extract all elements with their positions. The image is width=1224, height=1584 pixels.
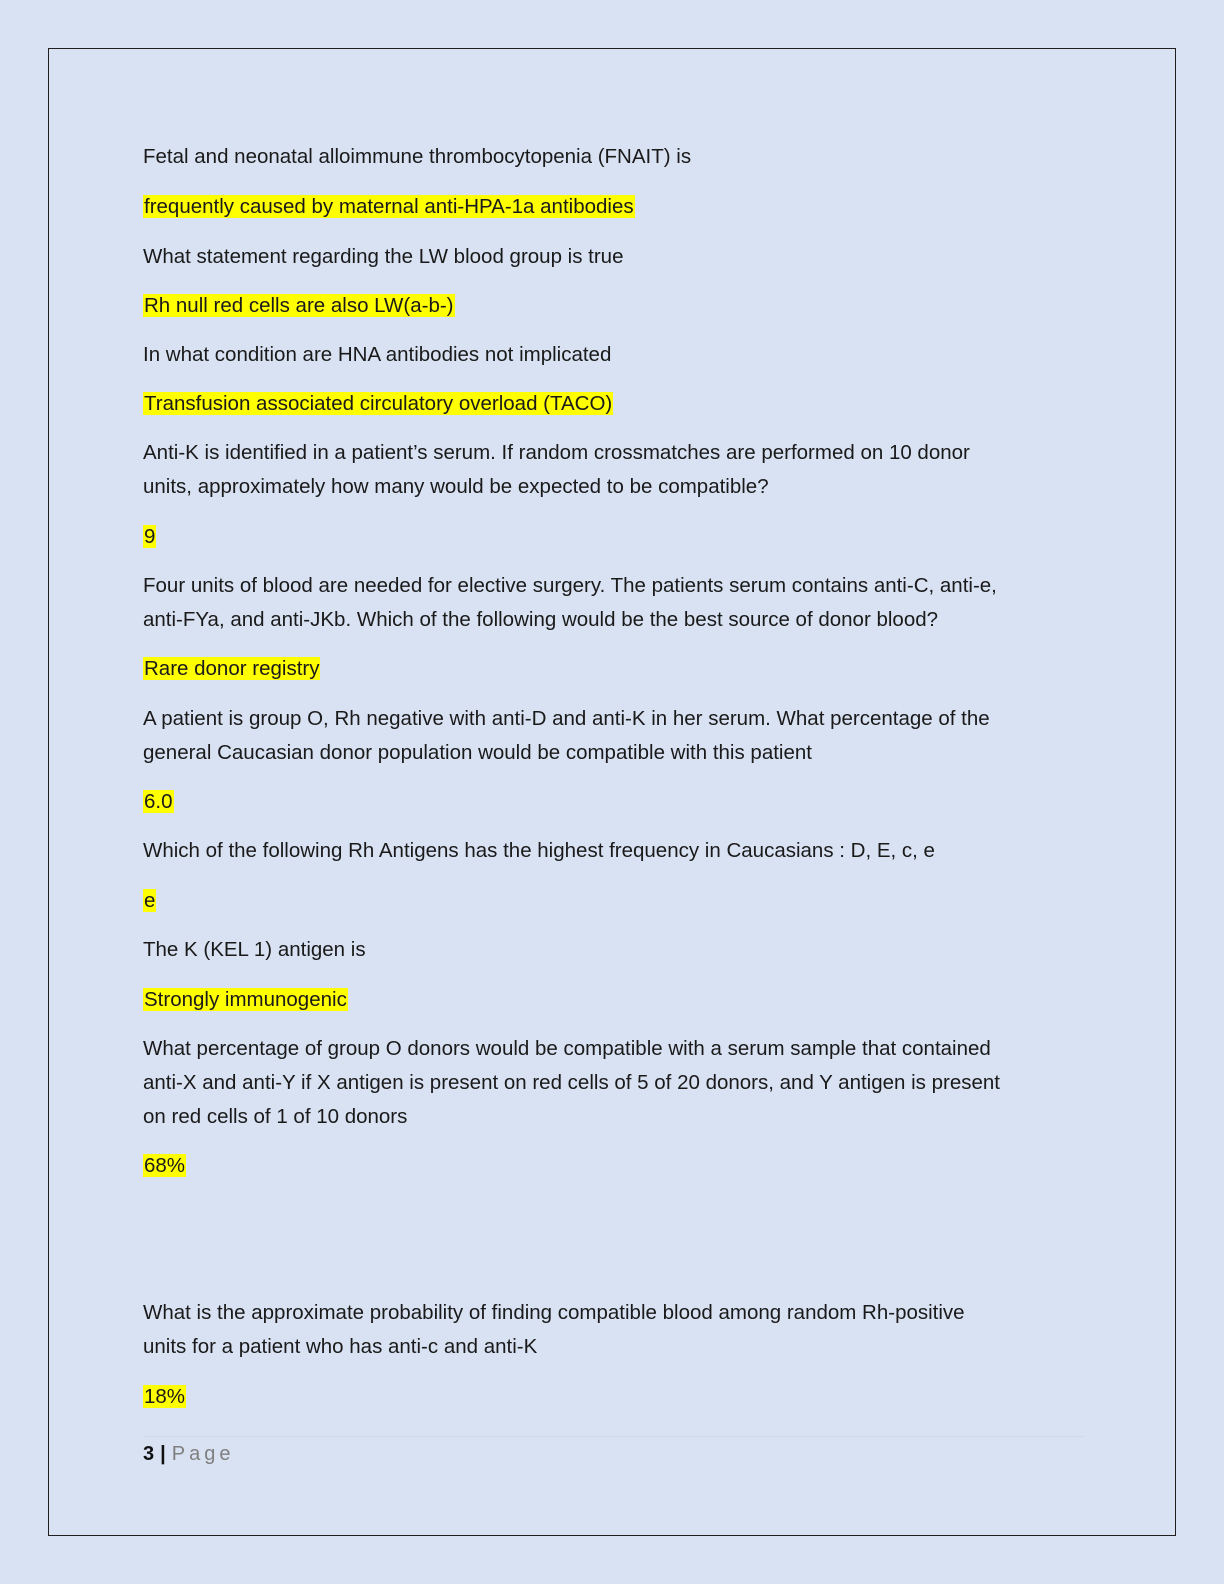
question-line: What percentage of group O donors would be compatible with a serum sample that contained: [143, 1037, 991, 1060]
answer-line: [143, 190, 635, 224]
question-line: The K (KEL 1) antigen is: [143, 938, 366, 961]
question-line: anti-FYa, and anti-JKb. Which of the following would be the best source of donor blood?: [143, 608, 939, 631]
answer-highlight: frequently caused by maternal anti-HPA-1a antibodies: [144, 195, 634, 218]
question-line: Which of the following Rh Antigens has the highest frequency in Caucasians : D, E, c, e: [143, 839, 935, 862]
answer-line: [143, 289, 455, 323]
answer-highlight: Transfusion associated circulatory overload (TACO): [144, 392, 613, 415]
answer-highlight: e: [144, 889, 156, 912]
question-line: A patient is group O, Rh negative with anti-D and anti-K in her serum. What percentage of the: [143, 707, 990, 730]
page-footer: [143, 1440, 234, 1468]
question-line: Fetal and neonatal alloimmune thrombocytopenia (FNAIT) is: [143, 145, 692, 168]
question-line: on red cells of 1 of 10 donors: [143, 1105, 408, 1128]
answer-highlight: 18%: [144, 1385, 186, 1408]
question-line: Four units of blood are needed for elective surgery. The patients serum contains anti-C, anti-e,: [143, 574, 997, 597]
question-line: In what condition are HNA antibodies not implicated: [143, 343, 612, 366]
question-line: What statement regarding the LW blood group is true: [143, 245, 624, 268]
answer-highlight: Strongly immunogenic: [144, 988, 347, 1011]
footer-divider: [143, 1436, 1083, 1437]
page-label: Page: [171, 1443, 235, 1465]
answer-highlight: 9: [144, 525, 156, 548]
question-line: general Caucasian donor population would be compatible with this patient: [143, 741, 812, 764]
answer-line: [143, 884, 156, 918]
footer-separator: |: [160, 1443, 166, 1465]
answer-line: [143, 1149, 186, 1183]
answer-highlight: Rare donor registry: [144, 657, 320, 680]
question-line: What is the approximate probability of finding compatible blood among random Rh-positive: [143, 1301, 965, 1324]
question-line: anti-X and anti-Y if X antigen is present on red cells of 5 of 20 donors, and Y antigen is present: [143, 1071, 1000, 1094]
answer-line: [143, 652, 320, 686]
answer-line: [143, 520, 156, 554]
answer-line: [143, 1380, 186, 1414]
question-line: units for a patient who has anti-c and anti-K: [143, 1335, 538, 1358]
question-line: Anti-K is identified in a patient’s serum. If random crossmatches are performed on 10 donor: [143, 441, 970, 464]
answer-line: [143, 387, 613, 421]
answer-highlight: 68%: [144, 1154, 186, 1177]
answer-highlight: Rh null red cells are also LW(a-b-): [144, 294, 454, 317]
answer-line: [143, 785, 174, 819]
answer-line: [143, 983, 348, 1017]
answer-highlight: 6.0: [144, 790, 173, 813]
question-line: units, approximately how many would be expected to be compatible?: [143, 475, 769, 498]
page-number: 3: [143, 1443, 155, 1465]
